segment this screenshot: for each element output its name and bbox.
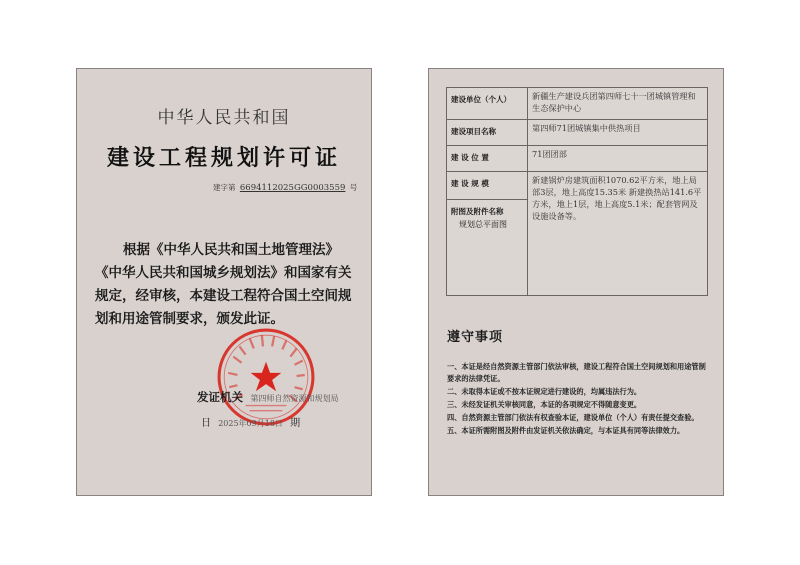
- issue-date-label-2: 期: [290, 418, 301, 429]
- row-value: 新建锅炉房建筑面积1070.62平方米，地上局部3层，地上高度15.35米 新建换热站141.6平方米，地上1层，地上高度5.1米；配套管网及设施设备等。: [528, 172, 708, 296]
- table-row: [447, 172, 708, 200]
- row-label: 建 设 规 模: [447, 172, 528, 200]
- row-label: [447, 200, 528, 296]
- certificate-number-value: 6694112025GG0003559: [239, 183, 346, 193]
- issue-date: [201, 414, 300, 429]
- attachment-label: 附图及附件名称: [451, 207, 504, 216]
- row-value: 新疆生产建设兵团第四师七十一团城镇管理和生态保护中心: [528, 88, 708, 120]
- rules-list: [447, 361, 711, 438]
- issuing-authority: [197, 389, 339, 405]
- issuing-authority-label: 发证机关: [197, 390, 243, 404]
- table-row: [447, 88, 708, 120]
- attachment-name: 规划总平面图: [459, 220, 507, 229]
- certificate-number-prefix: 建字第: [213, 183, 236, 192]
- certificate-title: 建设工程规划许可证: [106, 146, 341, 171]
- list-item: 五、本证所需附图及附件由发证机关依法确定，与本证具有同等法律效力。: [447, 426, 685, 435]
- certificate-detail-page: [428, 68, 724, 496]
- certificate-cover-page: [76, 68, 372, 496]
- rules-title: 遵守事项: [447, 330, 504, 345]
- issuing-authority-value: 第四师自然资源和规划局: [250, 394, 339, 403]
- table-row: [447, 120, 708, 146]
- row-label: 建设项目名称: [447, 120, 528, 146]
- issue-date-label-1: 日: [201, 418, 211, 429]
- list-item: 三、未经发证机关审核同意，本证的各项规定不得随意变更。: [447, 400, 642, 409]
- certificate-body-text: 根据《中华人民共和国土地管理法》《中华人民共和国城乡规划法》和国家有关规定，经审核，本建设工程符合国土空间规划和用途管制要求，颁发此证。: [95, 242, 352, 327]
- table-row: [447, 146, 708, 172]
- list-item: 四、自然资源主管部门依法有权查验本证，建设单位（个人）有责任提交查验。: [447, 413, 699, 422]
- project-info-table: [446, 87, 708, 296]
- row-value: 71团团部: [528, 146, 708, 172]
- official-seal-icon: [215, 326, 317, 428]
- list-item: 一、本证是经自然资源主管部门依法审核，建设工程符合国土空间规划和用途管制要求的法律凭证。: [447, 362, 706, 383]
- issue-date-value: 2025年09月18日: [218, 419, 283, 428]
- certificate-number: [213, 182, 357, 193]
- row-label: 建 设 位 置: [447, 146, 528, 172]
- list-item: 二、未取得本证或不按本证规定进行建设的，均属违法行为。: [447, 387, 642, 396]
- country-name: 中华人民共和国: [157, 108, 291, 128]
- certificate-number-suffix: 号: [349, 183, 358, 192]
- row-label: 建设单位（个人）: [447, 88, 528, 120]
- row-value: 第四师71团城镇集中供热项目: [528, 120, 708, 146]
